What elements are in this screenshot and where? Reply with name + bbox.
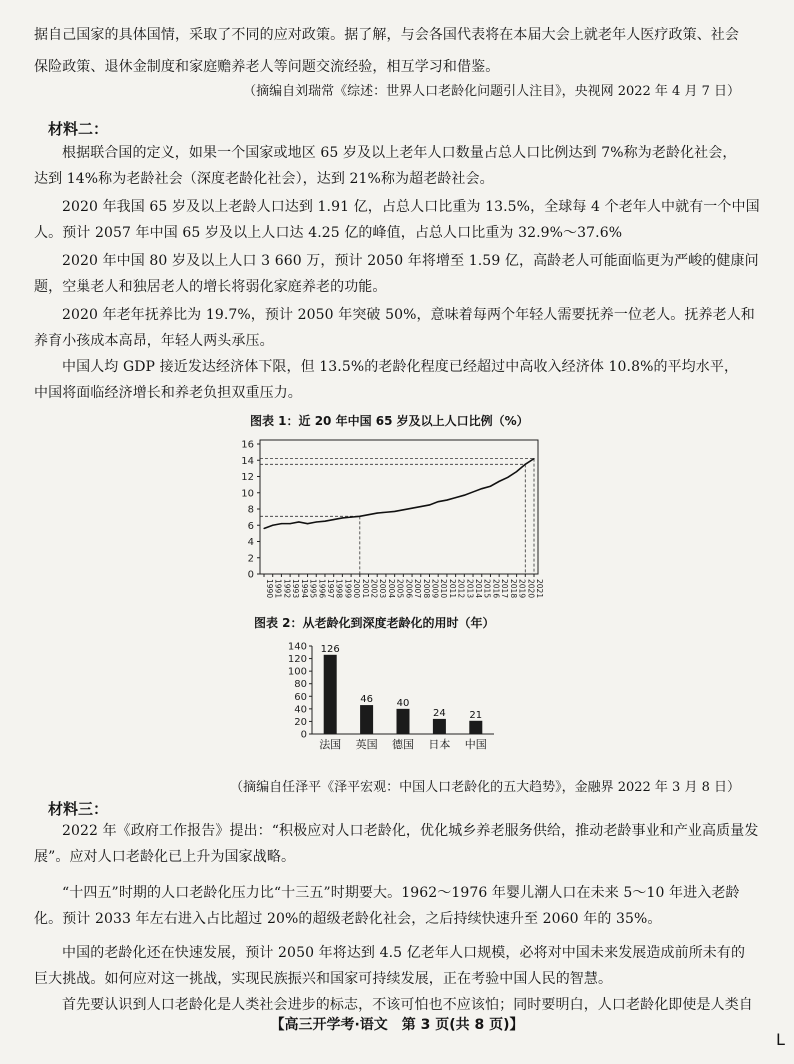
x-tick-label: 2012 — [456, 579, 466, 599]
page-footer: 【高三开学考·语文 第 3 页(共 8 页)】 — [270, 1017, 524, 1033]
y-tick-label: 0 — [300, 729, 307, 741]
x-tick-label: 2014 — [474, 579, 484, 599]
x-tick-label: 2018 — [508, 579, 518, 599]
text-line: 2020 年老年抚养比为 19.7%，预计 2050 年突破 50%，意味着每两个年轻人需要抚养一位老人。抚养老人和 — [62, 307, 755, 323]
data-point — [350, 517, 351, 518]
data-point — [272, 525, 273, 526]
text-line: 2022 年《政府工作报告》提出：“积极应对人口老龄化，优化城乡养老服务供给，推动老龄事业和产业高质量发 — [62, 823, 759, 839]
x-tick-label: 德国 — [392, 738, 414, 751]
text-line: 巨大挑战。如何应对这一挑战，实现民族振兴和国家可持续发展，正在考验中国人民的智慧。 — [34, 971, 613, 987]
text-line: 化。预计 2033 年左右进入占比超过 20%的超级老龄化社会，之后持续快速升至 2060 年的 35%。 — [34, 911, 662, 927]
page-mark: L — [776, 1030, 785, 1049]
section-heading-material-2: 材料二： — [48, 120, 109, 138]
y-tick-label: 10 — [241, 488, 254, 500]
series-line — [264, 459, 534, 529]
x-tick-label: 2010 — [439, 579, 449, 599]
x-tick-label: 1998 — [334, 579, 344, 599]
x-tick-label: 2015 — [482, 579, 492, 599]
bar — [360, 705, 373, 734]
x-tick-label: 中国 — [464, 738, 487, 751]
x-tick-label: 日本 — [428, 738, 451, 751]
text-line: 展”。应对人口老龄化已上升为国家战略。 — [34, 849, 296, 865]
source-citation: （摘编自刘瑞常《综述：世界人口老龄化问题引人注目》，央视网 2022 年 4 月 7 日） — [243, 84, 740, 99]
x-tick-label: 2003 — [378, 579, 388, 599]
text-line: 养育小孩成本高昂，年轻人两头承压。 — [34, 333, 274, 349]
data-point — [411, 508, 412, 509]
data-point — [516, 471, 517, 472]
x-tick-label: 1992 — [282, 579, 292, 599]
x-tick-label: 1994 — [299, 579, 309, 599]
x-tick-label: 2007 — [413, 579, 423, 599]
y-tick-label: 60 — [294, 691, 307, 703]
text-line: 题，空巢老人和独居老人的增长将弱化家庭养老的功能。 — [34, 279, 387, 295]
data-point — [290, 523, 291, 524]
y-tick-label: 4 — [247, 537, 254, 548]
y-tick-label: 2 — [247, 553, 254, 565]
text-line: 根据联合国的定义，如果一个国家或地区 65 岁及以上老年人口数量占总人口比例达到 7%称为老龄化社会， — [62, 145, 737, 161]
data-label: 126 — [320, 643, 340, 655]
data-point — [464, 495, 465, 496]
x-tick-label: 1990 — [265, 579, 274, 599]
data-point — [481, 488, 482, 489]
x-tick-label: 1999 — [343, 579, 353, 599]
x-tick-label: 2009 — [430, 579, 440, 599]
data-point — [394, 511, 395, 512]
data-point — [368, 514, 369, 515]
x-tick-label: 2006 — [404, 579, 414, 599]
line-chart — [236, 430, 546, 610]
x-tick-label: 法国 — [319, 738, 342, 751]
data-point — [324, 521, 325, 522]
y-tick-label: 120 — [287, 654, 307, 666]
data-point — [420, 506, 421, 507]
data-point — [307, 523, 308, 524]
x-tick-label: 英国 — [355, 738, 378, 751]
x-tick-label: 1991 — [273, 579, 283, 599]
x-tick-label: 2011 — [447, 579, 457, 599]
x-tick-label: 1995 — [308, 579, 318, 599]
text-line: 2020 年我国 65 岁及以上老龄人口达到 1.91 亿，占总人口比重为 13.5%，全球每 4 个老年人中就有一个中国 — [62, 199, 760, 215]
x-tick-label: 2013 — [465, 579, 475, 599]
data-point — [525, 464, 526, 465]
data-point — [472, 491, 473, 492]
data-point — [298, 521, 299, 522]
text-line: “十四五”时期的人口老龄化压力比“十三五”时期要大。1962～1976 年婴儿潮人口在未来 5～10 年进入老龄 — [62, 885, 740, 901]
y-tick-label: 6 — [247, 520, 254, 532]
data-label: 46 — [360, 694, 373, 706]
data-point — [377, 512, 378, 513]
bar — [397, 709, 410, 734]
text-line: 据自己国家的具体国情，采取了不同的应对政策。据了解，与会各国代表将在本届大会上就老年人医疗政策、社会 — [34, 27, 739, 43]
y-tick-label: 0 — [247, 569, 254, 581]
bar — [433, 719, 446, 734]
y-tick-label: 16 — [241, 439, 254, 451]
plot-frame — [260, 440, 538, 574]
y-tick-label: 140 — [287, 641, 307, 653]
bar-chart — [284, 636, 524, 758]
data-point — [490, 486, 491, 487]
y-tick-label: 100 — [287, 666, 307, 678]
data-point — [333, 519, 334, 520]
x-tick-label: 2001 — [360, 579, 370, 599]
data-point — [316, 521, 317, 522]
x-tick-label: 2000 — [352, 579, 362, 599]
data-point — [263, 528, 264, 529]
y-tick-label: 8 — [247, 504, 254, 516]
x-tick-label: 2002 — [369, 579, 379, 599]
x-tick-label: 1996 — [317, 579, 327, 599]
data-point — [507, 477, 508, 478]
data-point — [403, 509, 404, 510]
chart-2-title: 图表 2：从老龄化到深度老龄化的用时（年） — [254, 616, 495, 630]
data-point — [446, 499, 447, 500]
x-tick-label: 2021 — [535, 579, 544, 599]
data-point — [281, 523, 282, 524]
x-tick-label: 1993 — [291, 579, 301, 599]
data-point — [438, 501, 439, 502]
text-line: 达到 14%称为老龄社会（深度老龄化社会），达到 21%称为超老龄社会。 — [34, 171, 494, 187]
bar — [469, 721, 482, 734]
data-point — [385, 512, 386, 513]
data-label: 21 — [469, 709, 483, 721]
y-tick-label: 14 — [241, 455, 254, 467]
data-point — [533, 458, 534, 459]
text-line: 首先要认识到人口老龄化是人类社会进步的标志，不该可怕也不应该怕；同时要明白，人口老龄化即使是人类自 — [62, 997, 753, 1013]
data-point — [359, 516, 360, 517]
text-line: 人。预计 2057 年中国 65 岁及以上人口达 4.25 亿的峰值，占总人口比重为 32.9%～37.6% — [34, 225, 623, 241]
y-tick-label: 12 — [241, 472, 254, 483]
source-citation: （摘编自任泽平《泽平宏观：中国人口老龄化的五大趋势》，金融界 2022 年 3 月 8 日） — [230, 780, 740, 795]
x-tick-label: 2005 — [395, 579, 405, 599]
section-heading-material-3: 材料三： — [48, 800, 109, 818]
bar — [324, 655, 337, 734]
y-tick-label: 40 — [294, 704, 307, 716]
data-label: 24 — [433, 707, 446, 719]
y-tick-label: 20 — [294, 716, 307, 728]
chart-1-title: 图表 1：近 20 年中国 65 岁及以上人口比例（%） — [250, 414, 529, 428]
data-point — [455, 497, 456, 498]
x-tick-label: 2016 — [491, 579, 501, 599]
text-line: 中国的老龄化还在快速发展，预计 2050 年将达到 4.5 亿老年人口规模，必将对中国未来发展造成前所未有的 — [62, 945, 746, 961]
x-tick-label: 2004 — [386, 579, 396, 599]
data-point — [342, 517, 343, 518]
x-tick-label: 2020 — [526, 579, 536, 599]
text-line: 中国将面临经济增长和养老负担双重压力。 — [34, 385, 302, 401]
y-tick-label: 80 — [294, 679, 307, 691]
text-line: 2020 年中国 80 岁及以上人口 3 660 万，预计 2050 年将增至 1.59 亿，高龄老人可能面临更为严峻的健康问 — [62, 253, 759, 269]
text-line: 中国人均 GDP 接近发达经济体下限，但 13.5%的老龄化程度已经超过中高收入经济体 10.8%的平均水平， — [62, 359, 739, 375]
x-tick-label: 2017 — [500, 579, 510, 599]
x-tick-label: 2008 — [421, 579, 431, 599]
data-point — [499, 481, 500, 482]
data-point — [429, 504, 430, 505]
data-label: 40 — [396, 697, 410, 709]
x-tick-label: 2019 — [517, 579, 527, 599]
text-line: 保险政策、退休金制度和家庭赡养老人等问题交流经验，相互学习和借鉴。 — [34, 59, 500, 75]
x-tick-label: 1997 — [325, 579, 335, 599]
